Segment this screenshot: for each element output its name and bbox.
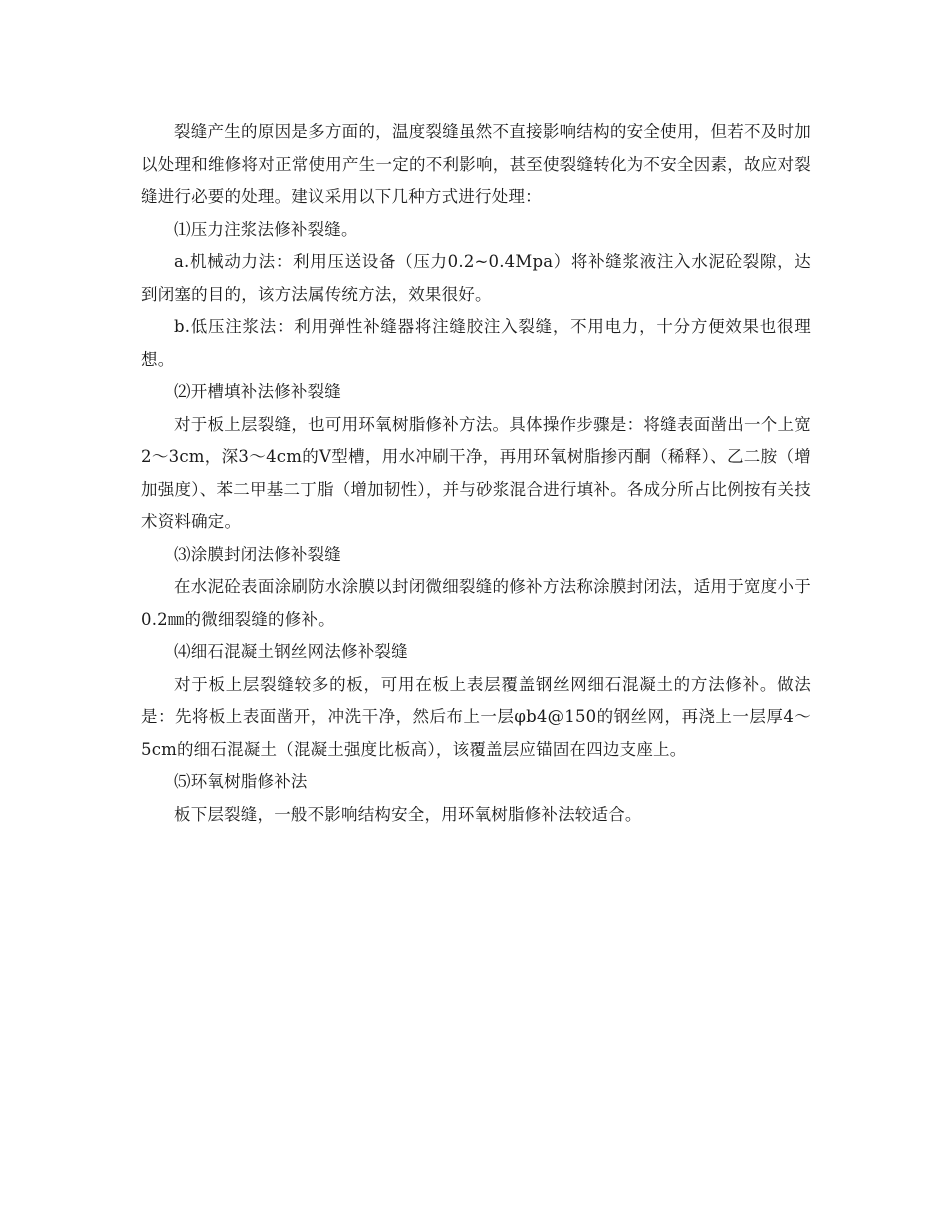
paragraph-coating-sealing: 在水泥砼表面涂刷防水涂膜以封闭微细裂缝的修补方法称涂膜封闭法，适用于宽度小于0.2㎜的微细裂缝的修补。	[141, 577, 811, 629]
heading-epoxy-repair: ⑸环氧树脂修补法	[174, 772, 308, 791]
paragraph-mechanical-method: a.机械动力法：利用压送设备（压力0.2~0.4Mpa）将补缝浆液注入水泥砼裂隙，达到闭塞的目的，该方法属传统方法，效果很好。	[141, 252, 811, 304]
paragraph-epoxy-repair: 板下层裂缝，一般不影响结构安全，用环氧树脂修补法较适合。	[174, 804, 642, 824]
paragraph-intro: 裂缝产生的原因是多方面的，温度裂缝虽然不直接影响结构的安全使用，但若不及时加以处理和维修将对正常使用产生一定的不利影响，甚至使裂缝转化为不安全因素，故应对裂缝进行必要的处理。建议采用以下几种方式进行处理：	[141, 122, 811, 206]
heading-coating-sealing: ⑶涂膜封闭法修补裂缝	[174, 544, 341, 564]
document-body	[141, 116, 811, 831]
heading-groove-filling: ⑵开槽填补法修补裂缝	[174, 382, 341, 401]
heading-pressure-grouting: ⑴压力注浆法修补裂缝。	[174, 219, 358, 239]
paragraph-low-pressure-method: b.低压注浆法：利用弹性补缝器将注缝胶注入裂缝，不用电力，十分方便效果也很理想。	[141, 317, 811, 369]
heading-wire-mesh: ⑷细石混凝土钢丝网法修补裂缝	[174, 642, 408, 661]
paragraph-wire-mesh: 对于板上层裂缝较多的板，可用在板上表层覆盖钢丝网细石混凝土的方法修补。做法是：先将板上表面凿开，冲洗干净，然后布上一层φb4@150的钢丝网，再浇上一层厚4～5cm的细石混凝土（混凝土强度比板高），该覆盖层应锚固在四边支座上。	[141, 674, 811, 759]
paragraph-groove-filling: 对于板上层裂缝，也可用环氧树脂修补方法。具体操作步骤是：将缝表面凿出一个上宽2～3cm，深3～4cm的V型槽，用水冲刷干净，再用环氧树脂掺丙酮（稀释）、乙二胺（增加强度）、苯二甲基二丁脂（增加韧性），并与砂浆混合进行填补。各成分所占比例按有关技术资料确定。	[141, 414, 811, 531]
